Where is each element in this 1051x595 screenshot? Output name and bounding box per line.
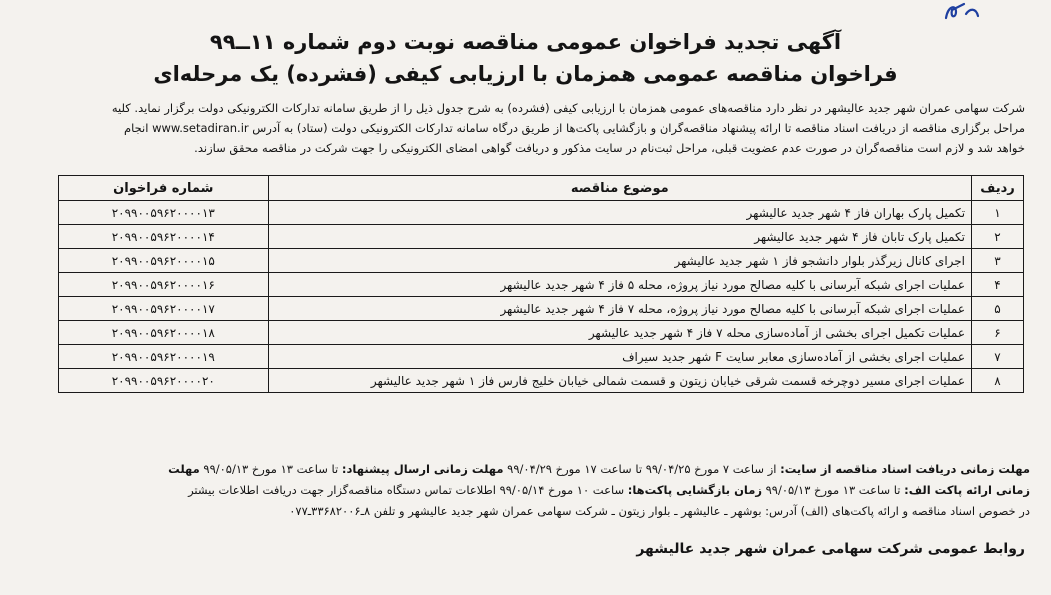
notice-title: آگهی تجدید فراخوان عمومی مناقصه نوبت دوم شماره ۱۱ــ۹۹: [209, 30, 842, 54]
call-number: ۲۰۹۹۰۰۵۹۶۲۰۰۰۰۱۳: [59, 201, 269, 225]
tender-subject: عملیات اجرای مسیر دوچرخه قسمت شرقی خیابان زیتون و قسمت شمالی خیابان خلیج فارس فاز ۱ شهر جدید عالیشهر: [268, 369, 972, 393]
tender-subject: تکمیل پارک تابان فاز ۴ شهر جدید عالیشهر: [268, 225, 972, 249]
table-row: [59, 321, 1024, 345]
tender-subject: عملیات اجرای شبکه آبرسانی با کلیه مصالح مورد نیاز پروژه، محله ۷ فاز ۴ شهر جدید عالیشهر: [268, 297, 972, 321]
row-index: ۶: [972, 321, 1024, 345]
table-row: [59, 369, 1024, 393]
tender-subject: عملیات اجرای بخشی از آماده‌سازی معابر سایت F شهر جدید سیراف: [268, 345, 972, 369]
call-number: ۲۰۹۹۰۰۵۹۶۲۰۰۰۰۱۸: [59, 321, 269, 345]
table-row: [59, 297, 1024, 321]
bid-submission-deadline: تا ساعت ۱۳ مورخ ۹۹/۰۵/۱۳: [203, 462, 339, 476]
opening-time-contact: ساعت ۱۰ مورخ ۹۹/۰۵/۱۴ اطلاعات تماس دستگاه مناقصه‌گزار جهت دریافت اطلاعات بیشتر: [188, 483, 625, 497]
doc-download-label: مهلت زمانی دریافت اسناد مناقصه از سایت:: [780, 462, 1030, 476]
tender-subject: اجرای کانال زیرگذر بلوار دانشجو فاز ۱ شهر جدید عالیشهر: [268, 249, 972, 273]
call-number: ۲۰۹۹۰۰۵۹۶۲۰۰۰۰۱۵: [59, 249, 269, 273]
row-index: ۷: [972, 345, 1024, 369]
header-row-number: ردیف: [972, 176, 1024, 201]
envelope-deadline-label: زمانی ارائه پاکت الف:: [904, 483, 1030, 497]
call-number: ۲۰۹۹۰۰۵۹۶۲۰۰۰۰۱۶: [59, 273, 269, 297]
doc-download-period: از ساعت ۷ مورخ ۹۹/۰۴/۲۵ تا ساعت ۱۷ مورخ ۹۹/۰۴/۲۹: [507, 462, 777, 476]
row-index: ۳: [972, 249, 1024, 273]
row-index: ۲: [972, 225, 1024, 249]
tender-subject: تکمیل پارک بهاران فاز ۴ شهر جدید عالیشهر: [268, 201, 972, 225]
call-number: ۲۰۹۹۰۰۵۹۶۲۰۰۰۰۱۹: [59, 345, 269, 369]
table-row: [59, 225, 1024, 249]
table-header-row: [59, 176, 1024, 201]
envelope-deadline-label-start: مهلت: [168, 462, 200, 476]
bid-submission-label: مهلت زمانی ارسال پیشنهاد:: [341, 462, 504, 476]
footer-line-address: در خصوص اسناد مناقصه و ارائه پاکت‌های (الف) آدرس: بوشهر ـ عالیشهر ـ بلوار زیتون ـ شرکت سهامی عمران شهر جدید عالیشهر و تلفن ۸ـ۳۳۶۸۲۰۰۶ـ۰۷۷: [289, 504, 1030, 518]
tender-subject: عملیات اجرای شبکه آبرسانی با کلیه مصالح مورد نیاز پروژه، محله ۵ فاز ۴ شهر جدید عالیشهر: [268, 273, 972, 297]
intro-line: مراحل برگزاری مناقصه از دریافت اسناد مناقصه تا ارائه پیشنهاد مناقصه‌گران و بازگشایی پاکت‌ها از طریق درگاه سامانه تدارکات الکترونیکی دولت (ستاد) به آدرس www.setadiran.ir انجام: [123, 121, 1025, 135]
notice-footer: [30, 459, 1030, 522]
call-number: ۲۰۹۹۰۰۵۹۶۲۰۰۰۰۲۰: [59, 369, 269, 393]
tenders-table: [58, 175, 1024, 393]
table-row: [59, 249, 1024, 273]
footer-line-opening: [30, 480, 1030, 501]
table-row: [59, 345, 1024, 369]
row-index: ۸: [972, 369, 1024, 393]
notice-subtitle: فراخوان مناقصه عمومی همزمان با ارزیابی کیفی (فشرده) یک مرحله‌ای: [153, 62, 898, 86]
footer-line-deadlines: [30, 459, 1030, 480]
tender-subject: عملیات تکمیل اجرای بخشی از آماده‌سازی محله ۷ فاز ۴ شهر جدید عالیشهر: [268, 321, 972, 345]
notice-intro: [40, 98, 1025, 158]
header-call-number: شماره فراخوان: [59, 176, 269, 201]
header-subject: موضوع مناقصه: [268, 176, 972, 201]
row-index: ۱: [972, 201, 1024, 225]
table-row: [59, 273, 1024, 297]
handwritten-scribble-icon: [942, 0, 982, 22]
call-number: ۲۰۹۹۰۰۵۹۶۲۰۰۰۰۱۴: [59, 225, 269, 249]
row-index: ۵: [972, 297, 1024, 321]
envelope-deadline: تا ساعت ۱۳ مورخ ۹۹/۰۵/۱۳: [765, 483, 901, 497]
intro-line: خواهد شد و لازم است مناقصه‌گران در صورت عدم عضویت قبلی، مراحل ثبت‌نام در سایت مذکور و دریافت گواهی امضای الکترونیکی را جهت شرکت در مناقصه محقق سازند.: [194, 141, 1025, 155]
opening-label: زمان بازگشایی پاکت‌ها:: [627, 483, 762, 497]
intro-line: شرکت سهامی عمران شهر جدید عالیشهر در نظر دارد مناقصه‌های عمومی همزمان با ارزیابی کیفی (فشرده) به شرح جدول ذیل را از طریق سامانه تدارکات الکترونیکی دولت برگزار نماید. کلیه: [111, 101, 1025, 115]
call-number: ۲۰۹۹۰۰۵۹۶۲۰۰۰۰۱۷: [59, 297, 269, 321]
table-row: [59, 201, 1024, 225]
signature-public-relations: روابط عمومی شرکت سهامی عمران شهر جدید عالیشهر: [636, 541, 1025, 557]
row-index: ۴: [972, 273, 1024, 297]
